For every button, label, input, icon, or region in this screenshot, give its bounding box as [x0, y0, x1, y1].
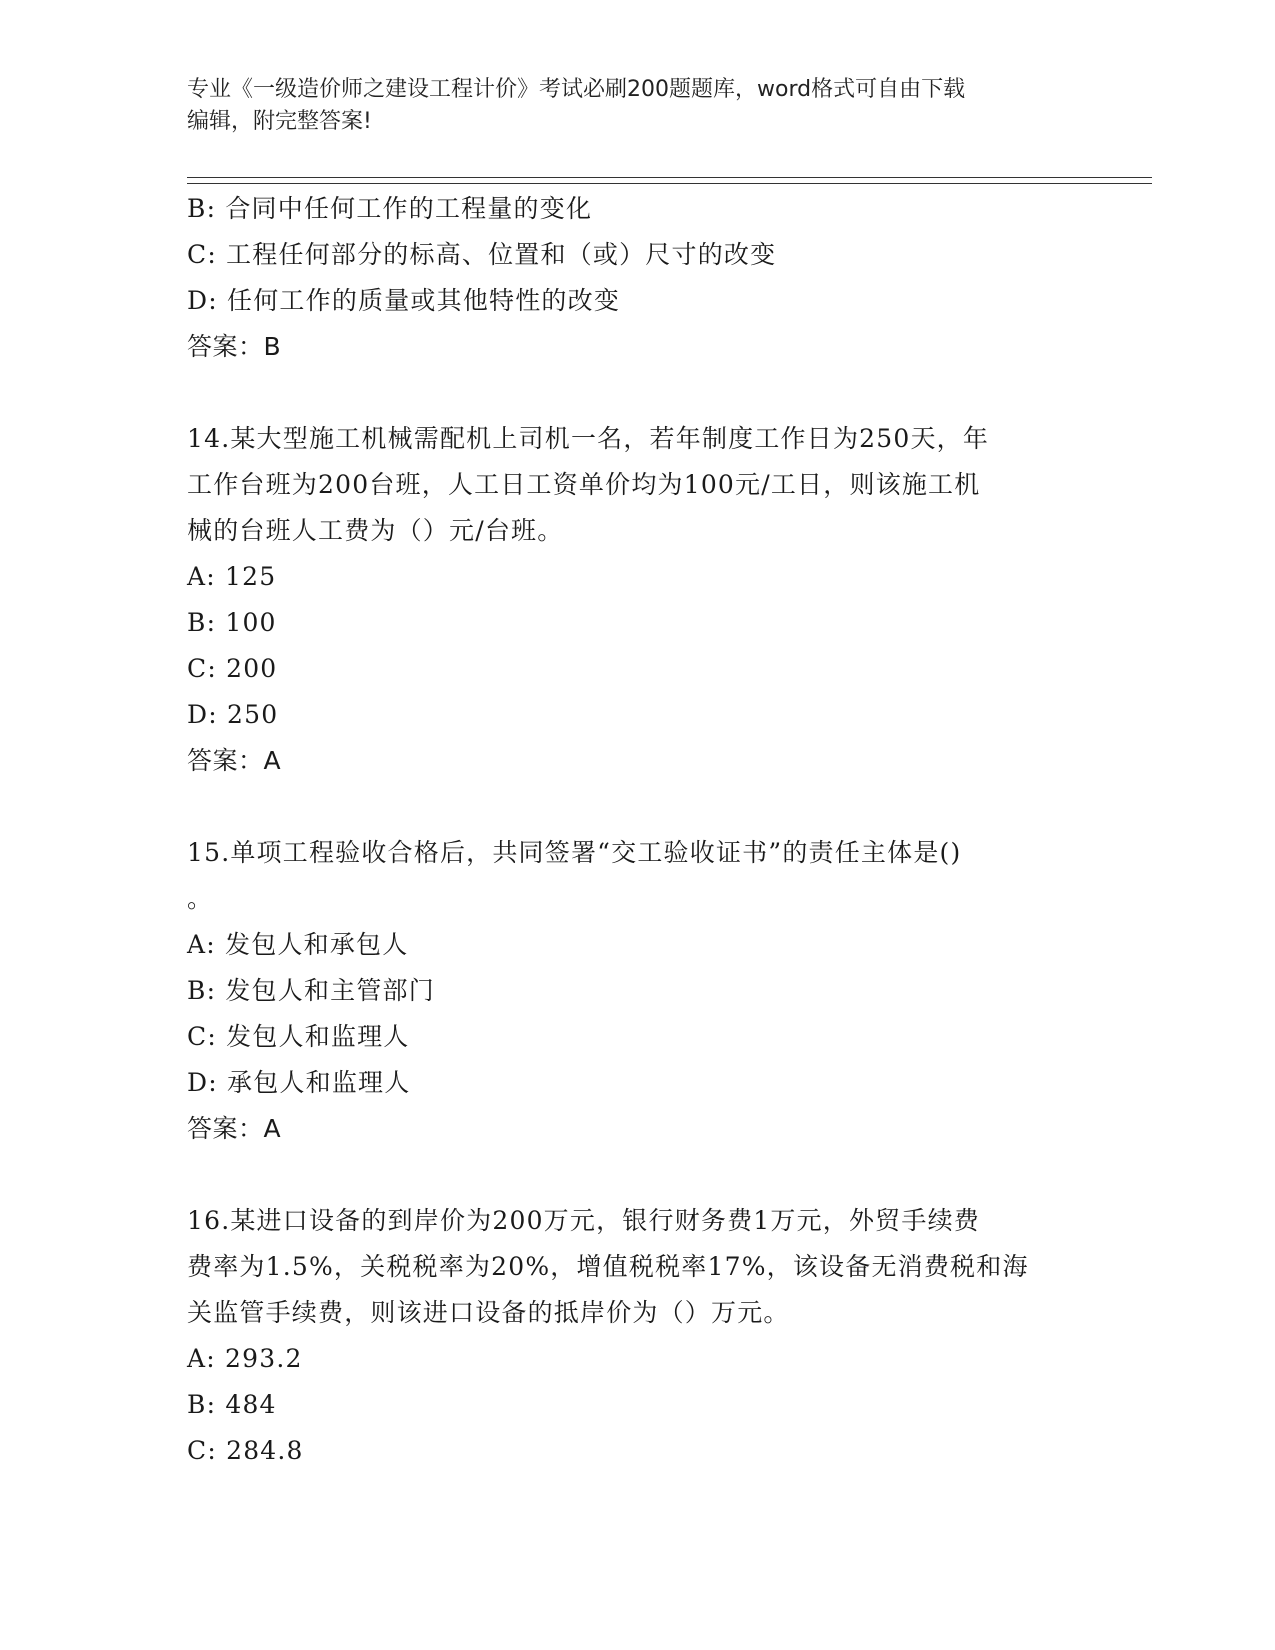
option-a: A: 发包人和承包人 [187, 930, 409, 959]
question-stem-line: 15.单项工程验收合格后，共同签署“交工验收证书”的责任主体是() [187, 838, 962, 867]
option-a: A: 125 [187, 562, 277, 591]
option-c: C: 工程任何部分的标高、位置和（或）尺寸的改变 [187, 240, 777, 269]
question-15 [187, 830, 1087, 1152]
question-13 [187, 186, 1087, 370]
header-divider-bottom [187, 183, 1152, 184]
question-stem-line: 16.某进口设备的到岸价为200万元，银行财务费1万元，外贸手续费 [187, 1206, 980, 1235]
question-stem-line: 工作台班为200台班，人工日工资单价均为100元/工日，则该施工机 [187, 470, 981, 499]
document-header [187, 74, 1087, 138]
question-stem-line: 14.某大型施工机械需配机上司机一名，若年制度工作日为250天，年 [187, 424, 990, 453]
question-stem-line: 关监管手续费，则该进口设备的抵岸价为（）万元。 [187, 1298, 790, 1327]
question-16 [187, 1198, 1087, 1474]
option-c: C: 发包人和监理人 [187, 1022, 410, 1051]
option-a: A: 293.2 [187, 1344, 303, 1373]
option-b: B: 484 [187, 1390, 277, 1419]
option-b: B: 发包人和主管部门 [187, 976, 435, 1005]
header-line-1: 专业《一级造价师之建设工程计价》考试必刷200题题库，word格式可自由下载 [187, 77, 966, 102]
answer-label: 答案：A [187, 746, 282, 775]
option-d: D: 250 [187, 700, 279, 729]
option-b: B: 合同中任何工作的工程量的变化 [187, 194, 593, 223]
question-14 [187, 416, 1087, 784]
option-d: D: 承包人和监理人 [187, 1068, 411, 1097]
option-c: C: 200 [187, 654, 278, 683]
answer-label: 答案：B [187, 332, 282, 361]
question-stem-line: 械的台班人工费为（）元/台班。 [187, 516, 564, 545]
option-c: C: 284.8 [187, 1436, 304, 1465]
question-stem-line: 费率为1.5%，关税税率为20%，增值税税率17%，该设备无消费税和海 [187, 1252, 1029, 1281]
question-stem-line: 。 [187, 884, 214, 913]
option-d: D: 任何工作的质量或其他特性的改变 [187, 286, 621, 315]
header-divider-top [187, 177, 1152, 178]
answer-label: 答案：A [187, 1114, 282, 1143]
question-list [187, 186, 1087, 1474]
header-line-2: 编辑，附完整答案! [187, 109, 372, 134]
option-b: B: 100 [187, 608, 277, 637]
